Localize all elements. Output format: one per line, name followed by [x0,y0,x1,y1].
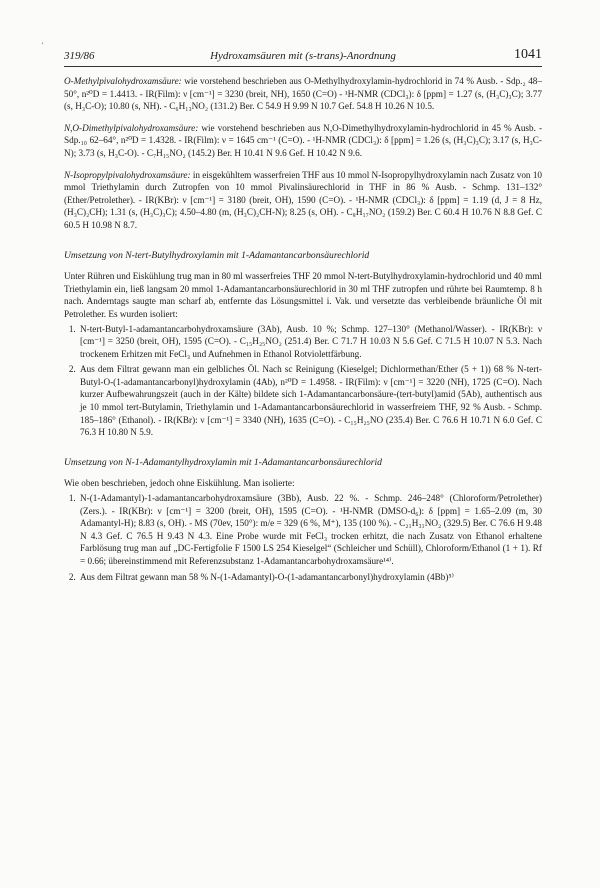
page-number: 1041 [514,47,542,62]
list-item: 2. Aus dem Filtrat gewann man 58 % N-(1-Adamantyl)-O-(1-adamantancarbonyl)hydroxylamin (4Bb)⁵⁾ [78,571,542,584]
section-heading-tert-butyl: Umsetzung von N-tert-Butylhydroxylamin mit 1-Adamantancarbonsäurechlorid [64,249,370,261]
section-heading-adamantyl: Umsetzung von N-1-Adamantylhydroxylamin mit 1-Adamantancarbonsäurechlorid [64,456,382,468]
compound-name: N-Isopropylpivalohydroxamsäure: [64,169,191,180]
paragraph-n-o-dimethyl [64,122,542,160]
section-intro: Unter Rühren und Eiskühlung trug man in 80 ml wasserfreies THF 20 mmol N-tert-Butylhydroxylamin-hydrochlorid und 40 mml Triethylamin ein, ließ langsam 20 mmol 1-Adamantancarbonsäurechlorid in 30 ml THF zutropfen und rührte bei Raumtemp. 8 h nach. Anderntags saugte man scharf ab, entfernte das Lösungsmittel i. Vak. und versetzte das verbleibende bräunliche Öl mit Petrolether. Es wurden isoliert: [64,271,542,319]
article-body [64,75,542,593]
margin-mark: ' [42,41,44,50]
paragraph-n-isopropyl [64,169,542,232]
paragraph-o-methyl [64,75,542,113]
paragraph-text: wie vorstehend beschrieben aus N,O-Dimethylhydroxylamin-hydrochlorid in 45 % Ausb. - Sdp.₁₀ 62–64°, n²⁰D = 1.4328. - IR(Film): ν = 1645 cm⁻¹ (C=O). - ¹H-NMR (CDCl₃): δ [ppm] = 1.26 (s, (H₃C)₃C); 3.17 (s, H₃C-N); 3.73 (s, H₃C-O). - C₇H₁₅NO₂ (145.2) Ber. H 10.41 N 9.6 Gef. H 10.42 N 9.6. [64,122,542,158]
list-item: 2. Aus dem Filtrat gewann man ein gelbliches Öl. Nach sc Reinigung (Kieselgel; Dichlormethan/Ether (5 + 1)) 68 % N-tert-Butyl-O-(1-adamantancarbonyl)hydroxylamin (4Ab), n²⁰D = 1.4958. - IR(Film): ν [cm⁻¹] = 3220 (NH), 1725 (C=O). Nach kurzer Aufbewahrungszeit (auch in der Kälte) bildete sich 1-Adamantancarbonsäure-(tert-butyl)amid (5Ab), authentisch aus je 10 mmol tert-Butylamin, Triethylamin und 1-Adamantancarbonsäurechlorid in wasserfreiem THF, 92 % Ausb. - Schmp. 185–186° (Ethanol). - IR(KBr): ν [cm⁻¹] = 3340 (NH), 1635 (C=O). - C₁₅H₂₅NO (235.4) Ber. C 76.6 H 10.71 N 6.0 Gef. C 76.3 H 10.80 N 5.9. [78,363,542,439]
list-item: 1. N-(1-Adamantyl)-1-adamantancarbohydroxamsäure (3Bb), Ausb. 22 %. - Schmp. 246–248° (Chloroform/Petrolether) (Zers.). - IR(KBr): ν [cm⁻¹] = 3200 (breit, OH), 1595 (C=O). - ¹H-NMR (DMSO-d₆): δ [ppm] = 1.65–2.09 (m, 30 Adamantyl-H); 8.83 (s, OH). - MS (70ev, 150°): m/e = 329 (6 %, M⁺), 135 (100 %). - C₂₁H₃₁NO₂ (329.5) Ber. C 76.6 H 9.48 N 4.3 Gef. C 76.5 H 9.43 N 4.3. Eine Probe wurde mit FeCl₃ trocken erhitzt, die nach Zusatz von Ethanol erhaltene Farblösung trug man auf „DC-Fertigfolie F 1500 LS 254 Kieselgel“ (Schleicher und Schüll), Chloroform/Ethanol (1 + 1). Rf = 0.66; übereinstimmend mit Referenzsubstanz 1-Adamantancarbohydroxamsäure¹⁴⁾. [78,492,542,568]
running-header [64,48,542,67]
page-reference: 319/86 [64,50,95,62]
paragraph-text: wie vorstehend beschrieben aus O-Methylhydroxylamin-hydrochlorid in 74 % Ausb. - Sdp.₂ 48–50°, n²⁰D = 1.4413. - IR(Film): ν [cm⁻¹] = 3230 (breit, NH), 1650 (C=O) - ¹H-NMR (CDCl₃): δ [ppm] = 1.27 (s, (H₃C)₃C); 3.77 (s, H₃C-O); 10.80 (s, NH). - C₆H₁₃NO₂ (131.2) Ber. C 54.9 H 9.99 N 10.7 Gef. 54.8 H 10.26 N 10.5. [64,76,542,112]
isolated-list [64,323,542,439]
isolated-list [64,492,542,583]
paragraph-text: in eisgekühltem wasserfreien THF aus 10 mmol N-Isopropylhydroxylamin nach Zusatz von 10 mmol Triethylamin durch Zutropfen von 10 mmol Pivalinsäurechlorid in THF in 86 % Ausb. - Schmp. 131–132° (Ether/Petrolether). - IR(KBr): ν [cm⁻¹] = 3180 (breit, OH), 1590 (C=O). - ¹H-NMR (CDCl₃): δ [ppm] = 1.19 (d, J = 8 Hz, (H₃C)₂CH); 1.31 (s, (H₃C)₃C); 4.50–4.80 (m, (H₃C)₂CH-N); 8.25 (s, OH). - C₈H₁₇NO₂ (159.2) Ber. C 60.4 H 10.76 N 8.8 Gef. C 60.5 H 10.98 N 8.7. [64,169,543,230]
running-title: Hydroxamsäuren mit (s-trans)-Anordnung [210,50,396,62]
section-intro: Wie oben beschrieben, jedoch ohne Eiskühlung. Man isolierte: [64,478,295,489]
compound-name: O-Methylpivalohydroxamsäure: [64,76,182,86]
list-item: 1. N-tert-Butyl-1-adamantancarbohydroxamsäure (3Ab), Ausb. 10 %; Schmp. 127–130° (Methanol/Wasser). - IR(KBr): ν [cm⁻¹] = 3250 (breit, OH), 1595 (C=O). - C₁₅H₂₅NO₂ (251.4) Ber. C 71.7 H 10.03 N 5.6 Gef. C 71.5 H 10.07 N 5.3. Nach trockenem Erhitzen mit FeCl₃ und Aufnehmen in Ethanol Rotviolettfärbung. [78,323,542,361]
compound-name: N,O-Dimethylpivalohydroxamsäure: [64,122,199,133]
